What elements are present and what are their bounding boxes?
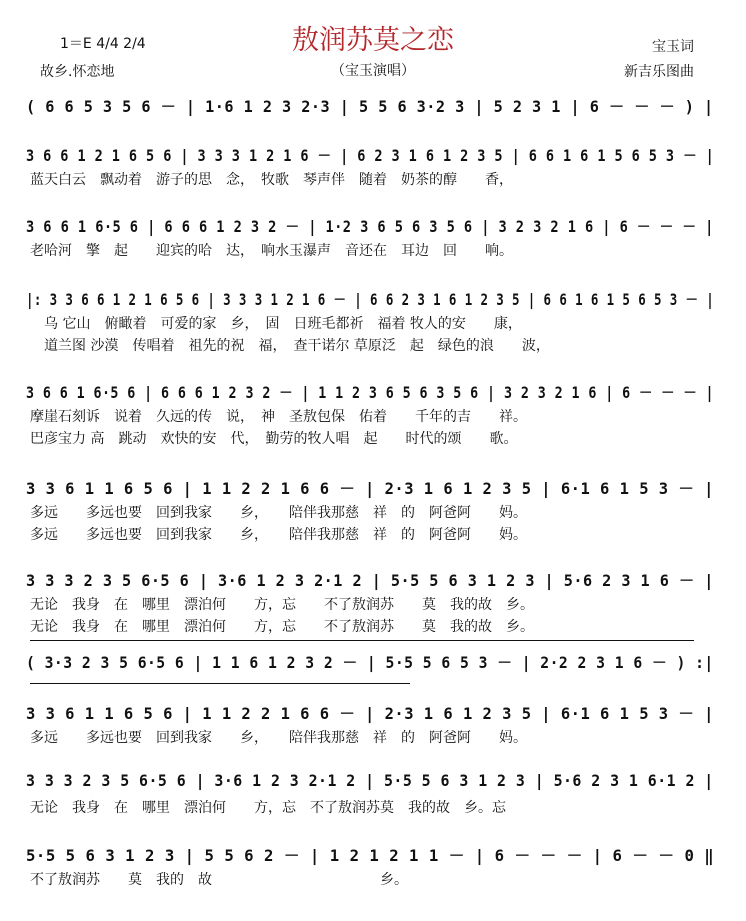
key-signature: 1＝E 4/4 2/4 — [60, 36, 146, 52]
lyrics-verse-1: 乌 它山 俯瞰着 可爱的家 乡， 固 日班毛都祈 福着 牧人的安 康， — [30, 316, 522, 332]
notation-line: 3 3 6 1 1 6 5 6 | 1 1 2 2 1 6 6 － | 2·3 1 6 1 2 3 5 | 6·1 6 1 5 3 － | — [26, 479, 714, 498]
composer-credit: 新吉乐图曲 — [624, 64, 694, 80]
notation-line: 3 3 6 1 1 6 5 6 | 1 1 2 2 1 6 6 － | 2·3 1 6 1 2 3 5 | 6·1 6 1 5 3 － | — [26, 704, 714, 723]
lyrics-verse-1: 多远 多远也要 回到我家 乡， 陪伴我那慈 祥 的 阿爸阿 妈。 — [30, 505, 527, 521]
notation-line: ( 6 6 5 3 5 6 － | 1·6 1 2 3 2·3 | 5 5 6 3·2 3 | 5 2 3 1 | 6 － － － ) | — [26, 97, 714, 116]
lyrics-verse-1: 无论 我身 在 哪里 漂泊何 方，忘 不了敖润苏 莫 我的故 乡。 — [30, 597, 534, 613]
lyrics-verse-1: 多远 多远也要 回到我家 乡， 陪伴我那慈 祥 的 阿爸阿 妈。 — [30, 730, 527, 746]
notation-line: 3 3 3 2 3 5 6·5 6 | 3·6 1 2 3 2·1 2 | 5·5 5 6 3 1 2 3 | 5·6 2 3 1 6 － | — [26, 571, 714, 590]
notation-line: ( 3·3 2 3 5 6·5 6 | 1 1 6 1 2 3 2 － | 5·5 5 6 5 3 － | 2·2 2 3 1 6 － ) :| — [26, 653, 714, 672]
lyrics-verse-2: 无论 我身 在 哪里 漂泊何 方，忘 不了敖润苏 莫 我的故 乡。 — [30, 619, 534, 635]
lyrics-verse-1: 老哈河 擎 起 迎宾的哈 达， 响水玉瀑声 音还在 耳边 回 响。 — [30, 243, 513, 259]
lyrics-verse-2: 道兰图 沙漠 传唱着 祖先的祝 福， 查干诺尔 草原泛 起 绿色的浪 波， — [30, 338, 550, 354]
lyrics-verse-1: 无论 我身 在 哪里 漂泊何 方，忘 不了敖润苏莫 我的故 乡。忘 — [30, 800, 506, 816]
lyrics-verse-1: 蓝天白云 飘动着 游子的思 念， 牧歌 琴声伴 随着 奶茶的醇 香， — [30, 172, 513, 188]
tempo-marking: 故乡.怀恋地 — [40, 64, 115, 80]
lyricist-credit: 宝玉词 — [652, 39, 694, 55]
notation-line: 3 6 6 1 6·5 6 | 6 6 6 1 2 3 2 － | 1·2 3 6 5 6 3 5 6 | 3 2 3 2 1 6 | 6 － － － | — [26, 217, 714, 236]
notation-line: 3 3 3 2 3 5 6·5 6 | 3·6 1 2 3 2·1 2 | 5·5 5 6 3 1 2 3 | 5·6 2 3 1 6·1 2 | — [26, 771, 714, 790]
first-ending-bracket — [30, 640, 694, 645]
lyrics-verse-2: 巴彦宝力 高 跳动 欢快的安 代， 勤劳的牧人唱 起 时代的颂 歌。 — [30, 431, 518, 447]
lyrics-verse-2: 多远 多远也要 回到我家 乡， 陪伴我那慈 祥 的 阿爸阿 妈。 — [30, 527, 527, 543]
lyrics-verse-1: 不了敖润苏 莫 我的 故 乡。 — [30, 872, 408, 888]
notation-line: |: 3 3 6 6 1 2 1 6 5 6 | 3 3 3 1 2 1 6 － | 6 6 2 3 1 6 1 2 3 5 | 6 6 1 6 1 5 6 5 3 － | — [26, 290, 714, 309]
song-subtitle: （宝玉演唱） — [331, 63, 415, 79]
second-ending-bracket — [30, 683, 410, 688]
song-title: 敖润苏莫之恋 — [292, 25, 454, 56]
lyrics-verse-1: 摩崖石刻诉 说着 久远的传 说， 神 圣敖包保 佑着 千年的吉 祥。 — [30, 409, 527, 425]
notation-line: 3 6 6 1 2 1 6 5 6 | 3 3 3 1 2 1 6 － | 6 2 3 1 6 1 2 3 5 | 6 6 1 6 1 5 6 5 3 － | — [26, 146, 714, 165]
notation-line: 3 6 6 1 6·5 6 | 6 6 6 1 2 3 2 － | 1 1 2 3 6 5 6 3 5 6 | 3 2 3 2 1 6 | 6 － － － | — [26, 383, 714, 402]
notation-line: 5·5 5 6 3 1 2 3 | 5 5 6 2 － | 1 2 1 2 1 1 － | 6 － － － | 6 － － 0 ‖ — [26, 846, 714, 865]
